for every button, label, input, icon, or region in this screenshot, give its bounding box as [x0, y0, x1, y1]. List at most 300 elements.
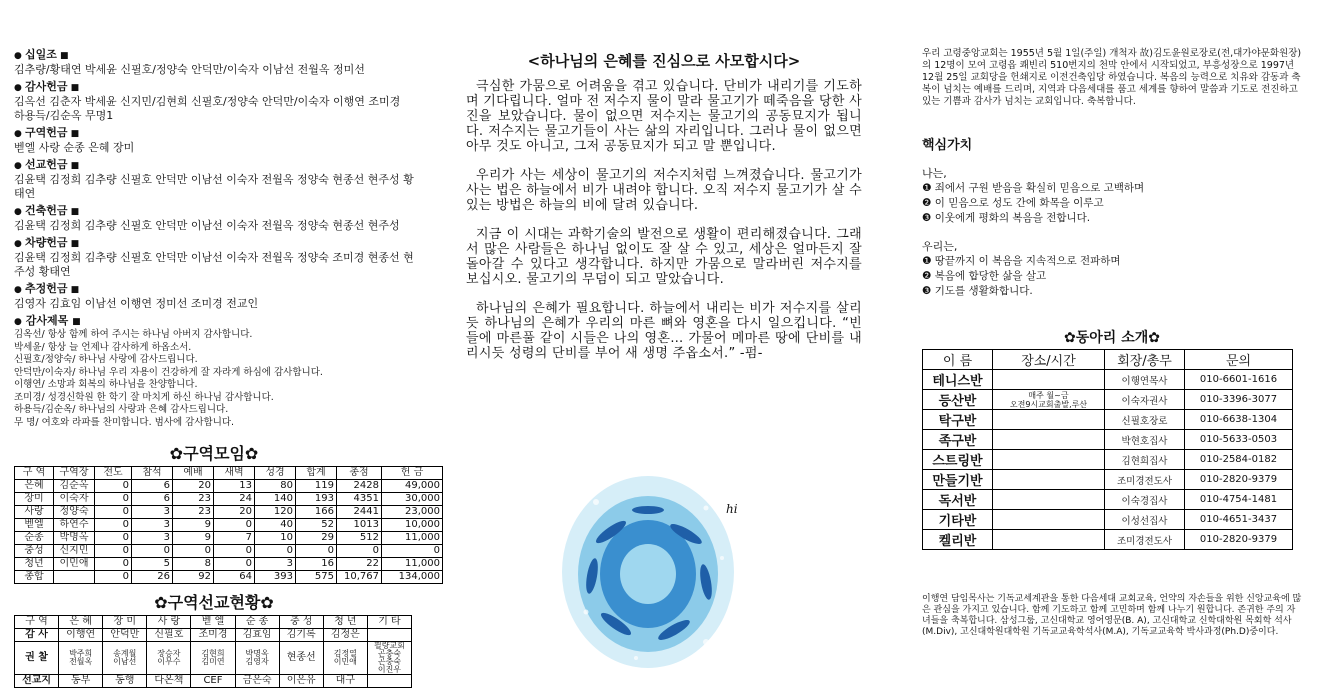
bullet-icon: ■	[67, 129, 80, 139]
offering-names: 김추량/황태연 박세윤 신필호/정양숙 안덕만/이숙자 이남선 전월옥 정미선	[14, 63, 365, 76]
district-cell: 575	[296, 571, 337, 584]
offering-title	[14, 282, 414, 297]
mission-cell-line: 이행연	[66, 629, 96, 640]
club-header-cell: 회장/총무	[1105, 350, 1185, 370]
district-cell: 0	[95, 571, 132, 584]
district-cell: 119	[296, 480, 337, 493]
club-name: 독서반	[923, 490, 993, 510]
district-cell: 7	[214, 532, 255, 545]
thanks-item: 안덕만/이숙자/ 하나님 우리 자용이 건강하게 잘 자라게 하심에 감사합니다.	[14, 366, 323, 378]
club-row	[923, 470, 1293, 490]
mission-cell-line: 곤충숙	[377, 649, 402, 658]
club-place-line: 오전9시교회출발,루산	[1009, 399, 1088, 409]
district-cell: 0	[214, 545, 255, 558]
club-row	[923, 510, 1293, 530]
district-cell: 120	[255, 506, 296, 519]
club-place	[993, 470, 1105, 490]
district-header-cell: 전도	[95, 467, 132, 480]
mission-cell-line: 조미경	[198, 629, 228, 640]
mission-cell-line: 송계월	[113, 649, 137, 658]
offering-names: 벧엘 사랑 순종 은혜 장미	[14, 141, 135, 154]
club-header-cell: 문의	[1185, 350, 1293, 370]
thanks-item: 조미경/ 성경신학원 한 학기 잘 마치게 하신 하나님 감사합니다.	[14, 391, 274, 403]
district-header-cell: 예배	[173, 467, 214, 480]
district-cell: 64	[214, 571, 255, 584]
offering-title-text: 감사헌금	[25, 80, 68, 93]
club-header-cell: 이 름	[923, 350, 993, 370]
district-cell: 11,000	[382, 558, 443, 571]
article-title: <하나님의 은혜를 진심으로 사모합시다>	[527, 52, 801, 70]
district-row	[15, 545, 443, 558]
district-cell: 이숙자	[54, 493, 95, 506]
club-leader: 신필호장로	[1105, 410, 1185, 430]
mission-header-cell: 벧 엘	[191, 616, 235, 629]
district-cell: 청년	[15, 558, 54, 571]
club-phone: 010-2820-9379	[1185, 530, 1293, 550]
district-cell: 49,000	[382, 480, 443, 493]
district-row	[15, 571, 443, 584]
bullet-icon: ●	[14, 51, 25, 61]
mission-cell-line: 다온책	[154, 675, 184, 686]
bullet-icon: ●	[14, 129, 25, 139]
club-leader: 이숙자권사	[1105, 390, 1185, 410]
district-cell	[54, 571, 95, 584]
district-cell: 0	[255, 545, 296, 558]
club-leader: 이행연목사	[1105, 370, 1185, 390]
mission-cell	[191, 675, 235, 688]
mission-title: ✿구역선교현황✿	[154, 593, 274, 612]
district-header-cell: 구역장	[54, 467, 95, 480]
mission-cell	[367, 629, 411, 642]
mission-cell	[59, 629, 103, 642]
district-table	[14, 466, 443, 584]
bullet-icon: ■	[67, 207, 80, 217]
district-cell: 23	[173, 493, 214, 506]
mission-cell	[323, 629, 367, 642]
club-place	[993, 410, 1105, 430]
district-cell: 0	[95, 506, 132, 519]
mission-cell	[323, 675, 367, 688]
district-cell: 0	[95, 532, 132, 545]
article-paragraph: 우리가 사는 세상이 물고기의 저수지처럼 느껴졌습니다. 물고기가 사는 법은 하늘에서 비가 내려야 합니다. 오직 저수지 물고기가 살 수 있는 방법은 하늘의 비에 달려 있습니다.	[466, 168, 862, 213]
offering-title-text: 건축헌금	[25, 204, 68, 217]
mission-cell-line: 현종선	[286, 652, 316, 663]
club-name: 족구반	[923, 430, 993, 450]
district-cell: 10	[255, 532, 296, 545]
article-body	[466, 79, 862, 361]
district-cell: 하연수	[54, 519, 95, 532]
mission-cell-line: 이민애	[333, 657, 357, 666]
core-value-item: ❷ 복음에 합당한 삶을 살고	[922, 270, 1047, 282]
club-phone: 010-4651-3437	[1185, 510, 1293, 530]
district-cell: 40	[255, 519, 296, 532]
district-cell: 3	[255, 558, 296, 571]
mission-cell-line: 이은유	[286, 675, 316, 686]
district-cell: 순종	[15, 532, 54, 545]
district-cell: 6	[132, 480, 173, 493]
mission-cell-line: 동행	[115, 675, 135, 686]
mission-cell	[15, 642, 59, 675]
district-cell: 193	[296, 493, 337, 506]
offering-title	[14, 236, 414, 251]
club-name: 켈리반	[923, 530, 993, 550]
offering-title	[14, 48, 414, 63]
district-header-cell: 성경	[255, 467, 296, 480]
district-cell: 0	[214, 519, 255, 532]
core-value-item: ❸ 이웃에게 평화의 복음을 전합니다.	[922, 212, 1091, 224]
district-cell: 장미	[15, 493, 54, 506]
club-row	[923, 530, 1293, 550]
mission-cell	[367, 642, 411, 675]
district-cell: 0	[95, 545, 132, 558]
left-column	[14, 0, 440, 686]
thanks-item: 이행연/ 소망과 회복의 하나님을 찬양합니다.	[14, 379, 198, 390]
mission-cell	[147, 642, 191, 675]
club-place	[993, 530, 1105, 550]
district-cell: 393	[255, 571, 296, 584]
club-name: 등산반	[923, 390, 993, 410]
mission-row	[15, 675, 412, 688]
core-value-item: ❷ 이 믿음으로 성도 간에 화목을 이루고	[922, 197, 1104, 209]
mission-cell	[103, 642, 147, 675]
bullet-icon: ■	[67, 161, 80, 171]
mission-cell-line: 이무수	[157, 657, 181, 666]
mission-cell	[235, 675, 279, 688]
club-place	[993, 490, 1105, 510]
mission-row	[15, 629, 412, 642]
mission-cell-line: 김정은	[330, 629, 360, 640]
bullet-icon: ●	[14, 239, 25, 249]
district-cell: 0	[382, 545, 443, 558]
district-cell: 정양숙	[54, 506, 95, 519]
mission-header-cell: 구 역	[15, 616, 59, 629]
mission-cell-line: 곤충숙	[377, 657, 402, 666]
district-cell: 22	[337, 558, 382, 571]
mission-cell-line: 김영자	[245, 657, 269, 666]
district-cell: 0	[296, 545, 337, 558]
district-cell: 20	[214, 506, 255, 519]
mission-cell-line: 김미연	[201, 657, 225, 666]
mission-cell	[15, 675, 59, 688]
district-cell: 26	[132, 571, 173, 584]
mission-cell-line: 김효임	[242, 629, 272, 640]
district-header-cell: 새벽	[214, 467, 255, 480]
mission-header-cell: 청 년	[323, 616, 367, 629]
mission-cell-line: CEF	[203, 675, 223, 686]
offering-names: 김영자 김효임 이남선 이행연 정미선 조미경 전교인	[14, 297, 259, 310]
mission-cell-line: 박주희	[69, 649, 93, 658]
mission-header-cell: 사 랑	[147, 616, 191, 629]
district-header-cell: 헌 금	[382, 467, 443, 480]
mission-cell-line: 이진우	[377, 665, 402, 674]
district-cell: 벧엘	[15, 519, 54, 532]
district-cell: 0	[95, 480, 132, 493]
offering-title	[14, 204, 414, 219]
mission-header-row	[15, 616, 412, 629]
fish-illustration	[556, 462, 746, 672]
mission-header-cell: 기 타	[367, 616, 411, 629]
mission-cell-line: 금은숙	[242, 675, 272, 686]
district-cell: 10,767	[337, 571, 382, 584]
district-cell: 16	[296, 558, 337, 571]
mission-cell	[279, 642, 323, 675]
club-leader: 박현호집사	[1105, 430, 1185, 450]
district-header-cell: 총점	[337, 467, 382, 480]
club-row	[923, 370, 1293, 390]
club-name: 테니스반	[923, 370, 993, 390]
core-sub1: 나는,	[922, 167, 947, 180]
district-cell: 9	[173, 519, 214, 532]
mission-cell-line: 장승자	[157, 649, 181, 658]
offering-names: 김윤택 김정희 김추량 신필호 안덕만 이남선 이숙자 전월옥 정양숙 조미경 현종선 현주성 황태연	[14, 251, 414, 278]
district-row	[15, 480, 443, 493]
mission-cell-line: 전월옥	[69, 657, 93, 666]
district-cell: 신지민	[54, 545, 95, 558]
mission-cell	[15, 629, 59, 642]
district-cell: 0	[95, 493, 132, 506]
district-cell: 13	[214, 480, 255, 493]
club-place	[993, 450, 1105, 470]
district-row	[15, 519, 443, 532]
club-leader: 조미경전도사	[1105, 530, 1185, 550]
district-cell: 0	[95, 558, 132, 571]
core-sub2: 우리는,	[922, 240, 958, 253]
mission-cell	[59, 675, 103, 688]
district-cell: 충성	[15, 545, 54, 558]
offering-names: 김윤택 김정희 김추량 신필호 안덕만 이남선 이숙자 전월옥 정양숙 현종선 현주성	[14, 219, 400, 232]
pastor-note: 이행연 담임목사는 기독교세계관을 통한 다음세대 교회교육, 언약의 자손들을 위한 신앙교육에 많은 관심을 가지고 있습니다. 함께 기도하고 함께 고민하며 함께 나누기 원합니다. 존귀한 주의 자녀들을 축복합니다. 삼성그룹, 고신대학교 영어영문(B. A), 고신대학교 신학대학원 목회학 석사(M.Div), 고신대학원대학원 기독교교육학석사(M.A), 기독교교육학 박사과정(Ph.D)중이다.	[922, 594, 1302, 637]
artist-signature: hi	[726, 502, 738, 516]
offering-title-text: 차량헌금	[25, 236, 68, 249]
mission-cell	[191, 629, 235, 642]
district-cell: 30,000	[382, 493, 443, 506]
club-place	[993, 430, 1105, 450]
club-phone: 010-6638-1304	[1185, 410, 1293, 430]
mission-header-cell: 은 혜	[59, 616, 103, 629]
district-cell: 6	[132, 493, 173, 506]
offering-title-text: 선교헌금	[25, 158, 68, 171]
district-cell: 8	[173, 558, 214, 571]
mission-cell-line: 김정열	[333, 649, 357, 658]
district-title: ✿구역모임✿	[169, 444, 259, 463]
district-cell: 0	[173, 545, 214, 558]
bullet-icon: ●	[14, 83, 25, 93]
club-leader: 이성선집사	[1105, 510, 1185, 530]
bullet-icon: ●	[14, 207, 25, 217]
mission-cell-line: 선교지	[22, 675, 52, 686]
district-cell: 52	[296, 519, 337, 532]
thanks-item: 신필호/정양숙/ 하나님 사랑에 감사드립니다.	[14, 354, 198, 365]
club-name: 스트링반	[923, 450, 993, 470]
club-phone: 010-6601-1616	[1185, 370, 1293, 390]
article-paragraph: 지금 이 시대는 과학기술의 발전으로 생활이 편리해졌습니다. 그래서 많은 사람들은 하나님 없이도 잘 살 수 있고, 세상은 얼마든지 잘 돌아갈 수 있다고 생각합니다. 하지만 가뭄으로 말라버린 저수지를 보십시오. 물고기의 무덤이 되고 말았습니다.	[466, 227, 862, 287]
mission-header-cell: 장 미	[103, 616, 147, 629]
district-cell: 0	[132, 545, 173, 558]
core-list-2	[922, 254, 1302, 299]
club-place-line: 매주 월~금	[1028, 390, 1069, 400]
mission-cell	[279, 629, 323, 642]
offering-names: 김윤택 김정희 김추량 신필호 안덕만 이남선 이숙자 전월옥 정양숙 현종선 현주성 황태연	[14, 173, 414, 200]
district-cell: 2441	[337, 506, 382, 519]
district-cell: 134,000	[382, 571, 443, 584]
bullet-icon: ■	[67, 83, 80, 93]
district-cell: 총합	[15, 571, 54, 584]
mission-cell	[279, 675, 323, 688]
district-cell: 166	[296, 506, 337, 519]
thanks-item: 무 명/ 여호와 라파를 찬미합니다. 범사에 감사합니다.	[14, 416, 235, 428]
mission-cell-line: 동부	[71, 675, 91, 686]
district-cell: 1013	[337, 519, 382, 532]
district-cell: 10,000	[382, 519, 443, 532]
core-value-item: ❸ 기도를 생활화합니다.	[922, 285, 1033, 297]
bullet-icon: ■	[56, 51, 69, 61]
mission-cell	[59, 642, 103, 675]
district-cell: 2428	[337, 480, 382, 493]
thanks-list	[14, 329, 414, 429]
mission-cell	[103, 629, 147, 642]
district-cell: 512	[337, 532, 382, 545]
mission-cell-line: 신필호	[154, 629, 184, 640]
club-name: 기타반	[923, 510, 993, 530]
club-header-cell: 장소/시간	[993, 350, 1105, 370]
district-cell: 24	[214, 493, 255, 506]
thanks-item: 하용득/김순옥/ 하나님의 사랑과 은혜 감사드립니다.	[14, 404, 229, 415]
club-leader: 김현희집사	[1105, 450, 1185, 470]
district-cell: 140	[255, 493, 296, 506]
club-place	[993, 510, 1105, 530]
district-cell: 9	[173, 532, 214, 545]
district-cell: 5	[132, 558, 173, 571]
district-cell: 80	[255, 480, 296, 493]
club-phone: 010-2820-9379	[1185, 470, 1293, 490]
district-cell: 92	[173, 571, 214, 584]
bullet-icon: ■	[67, 239, 80, 249]
club-table	[922, 349, 1293, 550]
mission-cell	[323, 642, 367, 675]
district-cell: 20	[173, 480, 214, 493]
club-row	[923, 450, 1293, 470]
mission-cell-line: 김현희	[201, 649, 225, 658]
club-row	[923, 490, 1293, 510]
mission-cell-line: 박명옥	[245, 649, 269, 658]
district-cell: 0	[214, 558, 255, 571]
club-leader: 이숙경집사	[1105, 490, 1185, 510]
offering-title	[14, 80, 414, 95]
core-list-1	[922, 181, 1302, 226]
thanks-item: 김옥선/ 항상 함께 하여 주시는 하나님 아버지 감사합니다.	[14, 329, 253, 340]
article-paragraph: 극심한 가뭄으로 어려움을 겪고 있습니다. 단비가 내리기를 기도하며 기다립니다. 얼마 전 저수지 물이 말라 물고기가 떼죽음을 당한 사진을 보았습니다. 물이 없으면 저수지는 물고기의 공동묘지가 됩니다. 저수지는 물고기들이 사는 삶의 자리입니다. 그러나 물이 없으면 아무 것도 아니고, 그저 공동묘지가 되고 말 뿐입니다.	[466, 79, 862, 154]
district-cell: 3	[132, 532, 173, 545]
district-header-cell: 참석	[132, 467, 173, 480]
club-title: ✿동아리 소개✿	[1064, 330, 1160, 346]
district-cell: 4351	[337, 493, 382, 506]
district-cell: 23	[173, 506, 214, 519]
offering-title	[14, 158, 414, 173]
club-phone: 010-5633-0503	[1185, 430, 1293, 450]
district-header-cell: 합계	[296, 467, 337, 480]
bullet-icon: ●	[14, 285, 25, 295]
mission-cell	[147, 629, 191, 642]
offering-names: 김옥선 김춘자 박세윤 신지민/김현희 신필호/정양숙 안덕만/이숙자 이행연 조미경 하용득/김순옥 무명1	[14, 95, 401, 122]
club-leader: 조미경전도사	[1105, 470, 1185, 490]
club-phone: 010-3396-3077	[1185, 390, 1293, 410]
club-row	[923, 390, 1293, 410]
club-row	[923, 430, 1293, 450]
district-cell: 은혜	[15, 480, 54, 493]
mission-cell	[235, 629, 279, 642]
club-phone: 010-4754-1481	[1185, 490, 1293, 510]
district-row	[15, 532, 443, 545]
district-cell: 3	[132, 506, 173, 519]
article-paragraph: 하나님의 은혜가 필요합니다. 하늘에서 내리는 비가 저수지를 살리듯 하나님의 은혜가 우리의 마른 뼈와 영혼을 다시 일으킵니다. “빈들에 마른풀 같이 시들은 나의 영혼… 가물어 메마른 땅에 단비를 내리시듯 성령의 단비를 부어 새 생명 주옵소서.” -펌-	[466, 301, 862, 361]
district-row	[15, 506, 443, 519]
district-row	[15, 558, 443, 571]
district-cell: 0	[337, 545, 382, 558]
mission-cell	[367, 675, 411, 688]
mission-cell-line: 권 찰	[25, 652, 48, 663]
offering-title-text: 추정헌금	[25, 282, 68, 295]
offering-title-text: 십일조	[25, 48, 57, 61]
district-cell: 0	[95, 519, 132, 532]
district-header-row	[15, 467, 443, 480]
district-cell: 사랑	[15, 506, 54, 519]
mission-row	[15, 642, 412, 675]
club-row	[923, 410, 1293, 430]
church-intro: 우리 고령중앙교회는 1955년 5월 1일(주일) 개척자 故)김도윤원로장로(전,대가야문화원장)의 12명이 모여 고령읍 쾌빈리 510번지의 천막 안에서 시작되었고, 부흥성장으로 1997년 12월 25일 교회당을 헌쇄지로 이전건축입당 하였습니다. 복음의 능력으로 치유와 감동과 축복이 넘치는 예배를 드리며, 지역과 다음세대를 품고 세계를 향하여 말씀과 기도로 전진하고 있는 기쁨과 감사가 넘치는 교회입니다. 축복합니다.	[922, 48, 1302, 107]
thanks-title: ● 감사제목 ■	[14, 314, 81, 327]
district-cell: 23,000	[382, 506, 443, 519]
mission-cell-line: 대구	[335, 675, 355, 686]
mission-cell	[147, 675, 191, 688]
bullet-icon: ■	[67, 285, 80, 295]
mission-cell-line: 필량교회	[373, 641, 405, 650]
mission-cell	[191, 642, 235, 675]
offering-title-text: 구역헌금	[25, 126, 68, 139]
middle-column	[466, 0, 862, 680]
mission-cell	[235, 642, 279, 675]
district-cell: 3	[132, 519, 173, 532]
offering-list	[14, 48, 414, 311]
mission-cell-line: 안덕만	[110, 629, 140, 640]
club-name: 탁구반	[923, 410, 993, 430]
district-cell: 이민애	[54, 558, 95, 571]
mission-cell	[103, 675, 147, 688]
club-name: 만들기반	[923, 470, 993, 490]
club-header-row	[923, 350, 1293, 370]
mission-header-cell: 충 성	[279, 616, 323, 629]
core-value-item: ❶ 죄에서 구원 받음을 확실히 믿음으로 고백하며	[922, 182, 1145, 194]
district-cell: 29	[296, 532, 337, 545]
core-value-item: ❶ 땅끝까지 이 복음을 지속적으로 전파하며	[922, 255, 1121, 267]
mission-header-cell: 순 종	[235, 616, 279, 629]
mission-cell-line: 감 사	[25, 629, 48, 640]
district-header-cell: 구 역	[15, 467, 54, 480]
offering-title	[14, 126, 414, 141]
bullet-icon: ●	[14, 161, 25, 171]
core-values-title: 핵심가치	[922, 138, 973, 153]
mission-cell-line: 김기록	[286, 629, 316, 640]
district-row	[15, 493, 443, 506]
district-cell: 11,000	[382, 532, 443, 545]
mission-table	[14, 615, 412, 688]
club-place	[993, 370, 1105, 390]
club-place	[993, 390, 1105, 410]
club-phone: 010-2584-0182	[1185, 450, 1293, 470]
mission-cell-line: 이남선	[113, 657, 137, 666]
right-column	[922, 0, 1302, 680]
thanks-item: 박세윤/ 항상 늘 언제나 감사하게 하옵소서.	[14, 341, 192, 353]
district-cell: 박명옥	[54, 532, 95, 545]
